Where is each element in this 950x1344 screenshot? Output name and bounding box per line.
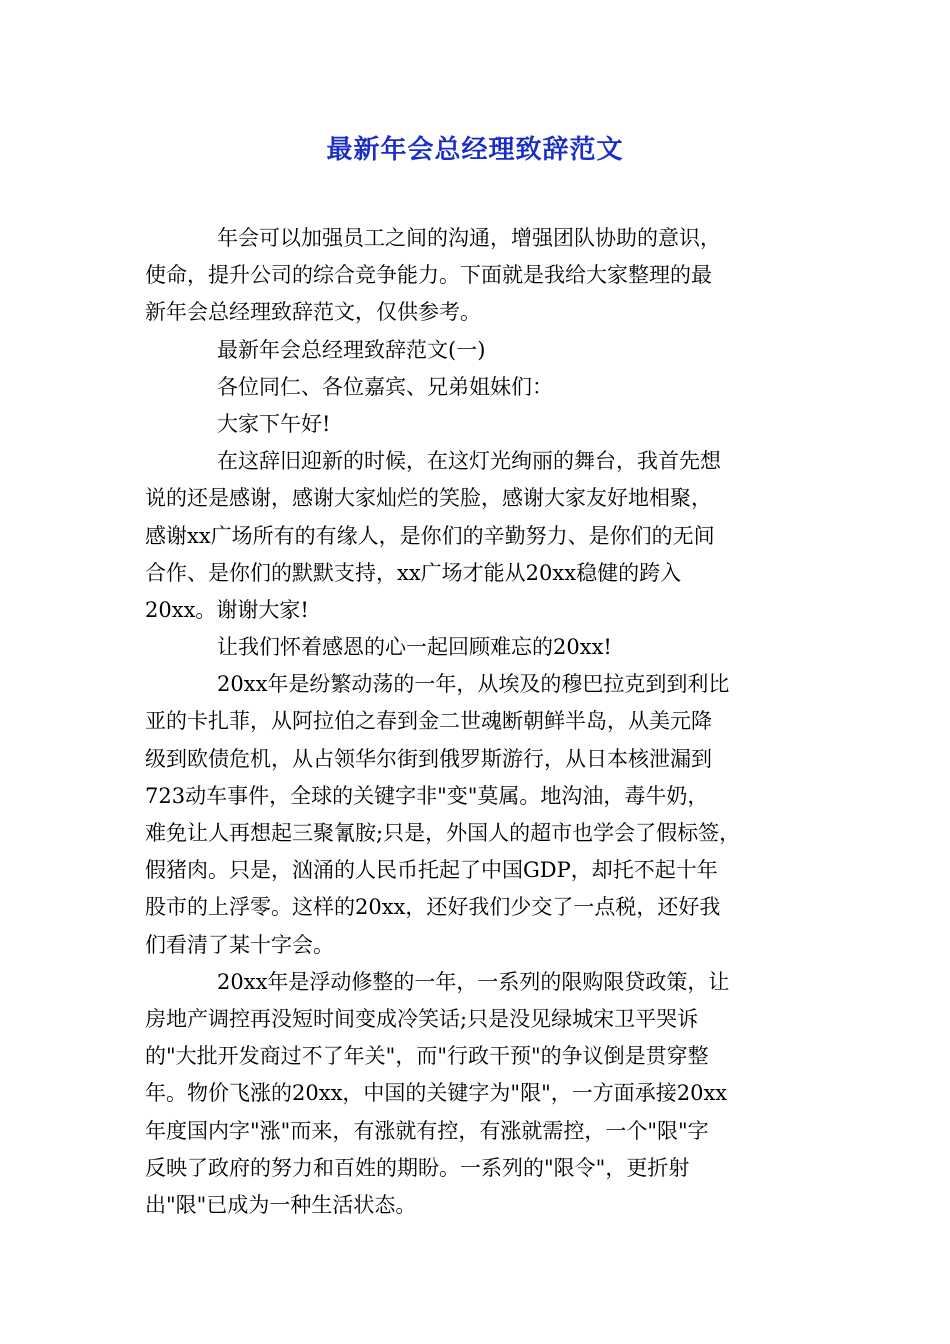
paragraph-first-line: 最新年会总经理致辞范文(一) [217,337,486,362]
paragraph-line: 说的还是感谢，感谢大家灿烂的笑脸，感谢大家友好地相聚， [145,486,712,511]
paragraph-line: 年度国内字"涨"而来，有涨就有控，有涨就需控，一个"限"字 [145,1118,709,1143]
paragraph-line: 20xx。谢谢大家! [145,597,309,622]
document-title: 最新年会总经理致辞范文 [326,135,624,165]
paragraph-line: 级到欧债危机，从占领华尔街到俄罗斯游行，从日本核泄漏到 [145,746,712,771]
paragraph-line: 感谢xx广场所有的有缘人，是你们的辛勤努力、是你们的无间 [145,523,715,548]
paragraph-first-line: 20xx年是浮动修整的一年，一系列的限购限贷政策，让 [217,969,730,994]
paragraph-line: 使命，提升公司的综合竞争能力。下面就是我给大家整理的最 [145,263,712,288]
paragraph-line: 难免让人再想起三聚氰胺;只是，外国人的超市也学会了假标签， [145,821,741,845]
paragraph-line: 合作、是你们的默默支持，xx广场才能从20xx稳健的跨入 [145,560,682,585]
paragraph-line: 股市的上浮零。这样的20xx，还好我们少交了一点税，还好我 [145,895,721,920]
paragraph-first-line: 大家下午好! [217,411,331,436]
paragraph-line: 的"大批开发商过不了年关"，而"行政干预"的争议倒是贯穿整 [145,1044,709,1069]
document-body [145,220,805,1224]
paragraph-line: 出"限"已成为一种生活状态。 [145,1192,417,1217]
paragraph-line: 假猪肉。只是，汹涌的人民币托起了中国GDP，却托不起十年 [145,858,718,883]
paragraph-first-line: 在这辞旧迎新的时候，在这灯光绚丽的舞台，我首先想 [217,449,721,474]
paragraph-line: 亚的卡扎菲，从阿拉伯之春到金二世魂断朝鲜半岛，从美元降 [145,709,712,734]
paragraph-first-line: 让我们怀着感恩的心一起回顾难忘的20xx! [217,635,612,660]
paragraph-first-line: 20xx年是纷繁动荡的一年，从埃及的穆巴拉克到到利比 [217,672,730,697]
paragraph-line: 反映了政府的努力和百姓的期盼。一系列的"限令"，更折射 [145,1155,690,1180]
paragraph-line: 新年会总经理致辞范文，仅供参考。 [145,300,481,325]
paragraph-first-line: 年会可以加强员工之间的沟通，增强团队协助的意识， [217,226,721,250]
paragraph-first-line: 各位同仁、各位嘉宾、兄弟姐妹们： [217,374,553,399]
paragraph-line: 年。物价飞涨的20xx，中国的关键字为"限"，一方面承接20xx [145,1081,728,1106]
paragraph-line: 房地产调控再没短时间变成冷笑话;只是没见绿城宋卫平哭诉 [145,1006,699,1031]
paragraph-line: 723动车事件，全球的关键字非"变"莫属。地沟油，毒牛奶， [145,783,709,808]
paragraph-line: 们看清了某十字会。 [145,932,334,957]
